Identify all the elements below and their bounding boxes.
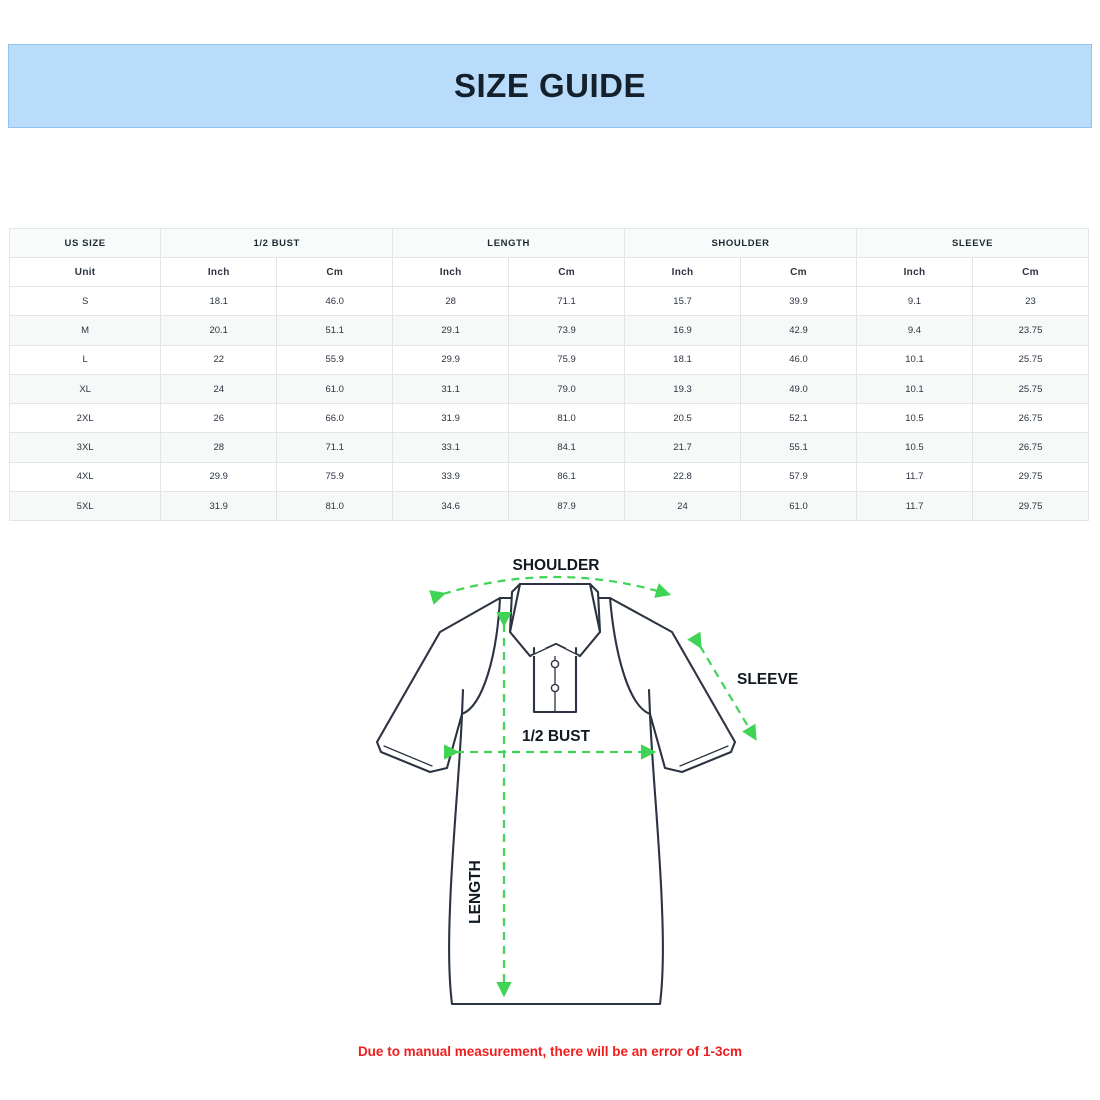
cell-bust-inch: 31.9 (161, 492, 277, 521)
cell-sleeve-cm: 23.75 (972, 316, 1088, 345)
cell-sleeve-inch: 11.7 (857, 492, 973, 521)
cell-shoulder-cm: 46.0 (741, 345, 857, 374)
unit-length-cm: Cm (509, 258, 625, 287)
table-row (10, 316, 1089, 345)
cell-sleeve-cm: 25.75 (972, 374, 1088, 403)
table-row (10, 345, 1089, 374)
cell-sleeve-inch: 9.1 (857, 287, 973, 316)
cell-bust-cm: 51.1 (277, 316, 393, 345)
cell-length-cm: 84.1 (509, 433, 625, 462)
label-length: LENGTH (467, 860, 484, 924)
cell-length-inch: 31.1 (393, 374, 509, 403)
cell-shoulder-cm: 52.1 (741, 404, 857, 433)
cell-bust-cm: 66.0 (277, 404, 393, 433)
cell-sleeve-cm: 29.75 (972, 492, 1088, 521)
cell-bust-inch: 18.1 (161, 287, 277, 316)
cell-length-cm: 87.9 (509, 492, 625, 521)
cell-sleeve-inch: 11.7 (857, 462, 973, 491)
cell-bust-cm: 75.9 (277, 462, 393, 491)
cell-size: XL (10, 374, 161, 403)
unit-bust-cm: Cm (277, 258, 393, 287)
cell-shoulder-cm: 57.9 (741, 462, 857, 491)
cell-bust-inch: 22 (161, 345, 277, 374)
cell-shoulder-cm: 61.0 (741, 492, 857, 521)
measurement-diagram (0, 536, 1100, 1036)
table-group-header-row (10, 229, 1089, 258)
cell-length-inch: 34.6 (393, 492, 509, 521)
label-shoulder: SHOULDER (512, 557, 600, 574)
unit-shoulder-cm: Cm (741, 258, 857, 287)
page-title: SIZE GUIDE (453, 67, 647, 104)
cell-bust-cm: 81.0 (277, 492, 393, 521)
cell-shoulder-inch: 18.1 (625, 345, 741, 374)
cell-size: L (10, 345, 161, 374)
cell-length-inch: 29.1 (393, 316, 509, 345)
cell-bust-cm: 46.0 (277, 287, 393, 316)
cell-length-inch: 33.1 (393, 433, 509, 462)
cell-bust-cm: 61.0 (277, 374, 393, 403)
cell-shoulder-inch: 15.7 (625, 287, 741, 316)
cell-shoulder-inch: 21.7 (625, 433, 741, 462)
cell-shoulder-inch: 24 (625, 492, 741, 521)
group-header-sleeve: SLEEVE (857, 229, 1089, 258)
cell-size: 5XL (10, 492, 161, 521)
group-header-bust: 1/2 BUST (161, 229, 393, 258)
cell-length-inch: 31.9 (393, 404, 509, 433)
cell-shoulder-cm: 55.1 (741, 433, 857, 462)
cell-sleeve-cm: 29.75 (972, 462, 1088, 491)
cell-shoulder-inch: 19.3 (625, 374, 741, 403)
table-unit-row (10, 258, 1089, 287)
cell-length-inch: 28 (393, 287, 509, 316)
unit-length-inch: Inch (393, 258, 509, 287)
cell-shoulder-cm: 42.9 (741, 316, 857, 345)
size-table-container (9, 228, 1089, 521)
cell-shoulder-inch: 22.8 (625, 462, 741, 491)
cell-sleeve-inch: 9.4 (857, 316, 973, 345)
measurement-disclaimer: Due to manual measurement, there will be an error of 1-3cm (357, 1044, 743, 1059)
table-row (10, 492, 1089, 521)
group-header-us-size: US SIZE (10, 229, 161, 258)
cell-length-cm: 81.0 (509, 404, 625, 433)
cell-bust-inch: 26 (161, 404, 277, 433)
cell-length-cm: 71.1 (509, 287, 625, 316)
cell-size: M (10, 316, 161, 345)
cell-length-cm: 75.9 (509, 345, 625, 374)
cell-sleeve-inch: 10.1 (857, 374, 973, 403)
cell-shoulder-cm: 49.0 (741, 374, 857, 403)
cell-sleeve-inch: 10.5 (857, 433, 973, 462)
cell-bust-inch: 24 (161, 374, 277, 403)
cell-bust-cm: 71.1 (277, 433, 393, 462)
cell-shoulder-cm: 39.9 (741, 287, 857, 316)
cell-size: 4XL (10, 462, 161, 491)
cell-length-cm: 86.1 (509, 462, 625, 491)
table-row (10, 374, 1089, 403)
cell-bust-inch: 29.9 (161, 462, 277, 491)
cell-sleeve-cm: 26.75 (972, 433, 1088, 462)
cell-sleeve-cm: 25.75 (972, 345, 1088, 374)
size-chart-table (9, 228, 1089, 521)
cell-size: S (10, 287, 161, 316)
unit-shoulder-inch: Inch (625, 258, 741, 287)
label-sleeve: SLEEVE (737, 671, 799, 688)
cell-size: 2XL (10, 404, 161, 433)
unit-bust-inch: Inch (161, 258, 277, 287)
unit-sleeve-inch: Inch (857, 258, 973, 287)
cell-length-inch: 33.9 (393, 462, 509, 491)
unit-label: Unit (10, 258, 161, 287)
cell-length-inch: 29.9 (393, 345, 509, 374)
cell-sleeve-cm: 26.75 (972, 404, 1088, 433)
table-row (10, 462, 1089, 491)
group-header-shoulder: SHOULDER (625, 229, 857, 258)
cell-sleeve-inch: 10.1 (857, 345, 973, 374)
cell-shoulder-inch: 20.5 (625, 404, 741, 433)
unit-sleeve-cm: Cm (972, 258, 1088, 287)
cell-sleeve-inch: 10.5 (857, 404, 973, 433)
cell-length-cm: 79.0 (509, 374, 625, 403)
size-guide-banner (8, 44, 1092, 128)
group-header-length: LENGTH (393, 229, 625, 258)
cell-length-cm: 73.9 (509, 316, 625, 345)
cell-bust-inch: 28 (161, 433, 277, 462)
cell-bust-cm: 55.9 (277, 345, 393, 374)
table-row (10, 404, 1089, 433)
cell-size: 3XL (10, 433, 161, 462)
cell-shoulder-inch: 16.9 (625, 316, 741, 345)
label-bust: 1/2 BUST (521, 728, 591, 745)
table-row (10, 287, 1089, 316)
cell-sleeve-cm: 23 (972, 287, 1088, 316)
cell-bust-inch: 20.1 (161, 316, 277, 345)
table-row (10, 433, 1089, 462)
